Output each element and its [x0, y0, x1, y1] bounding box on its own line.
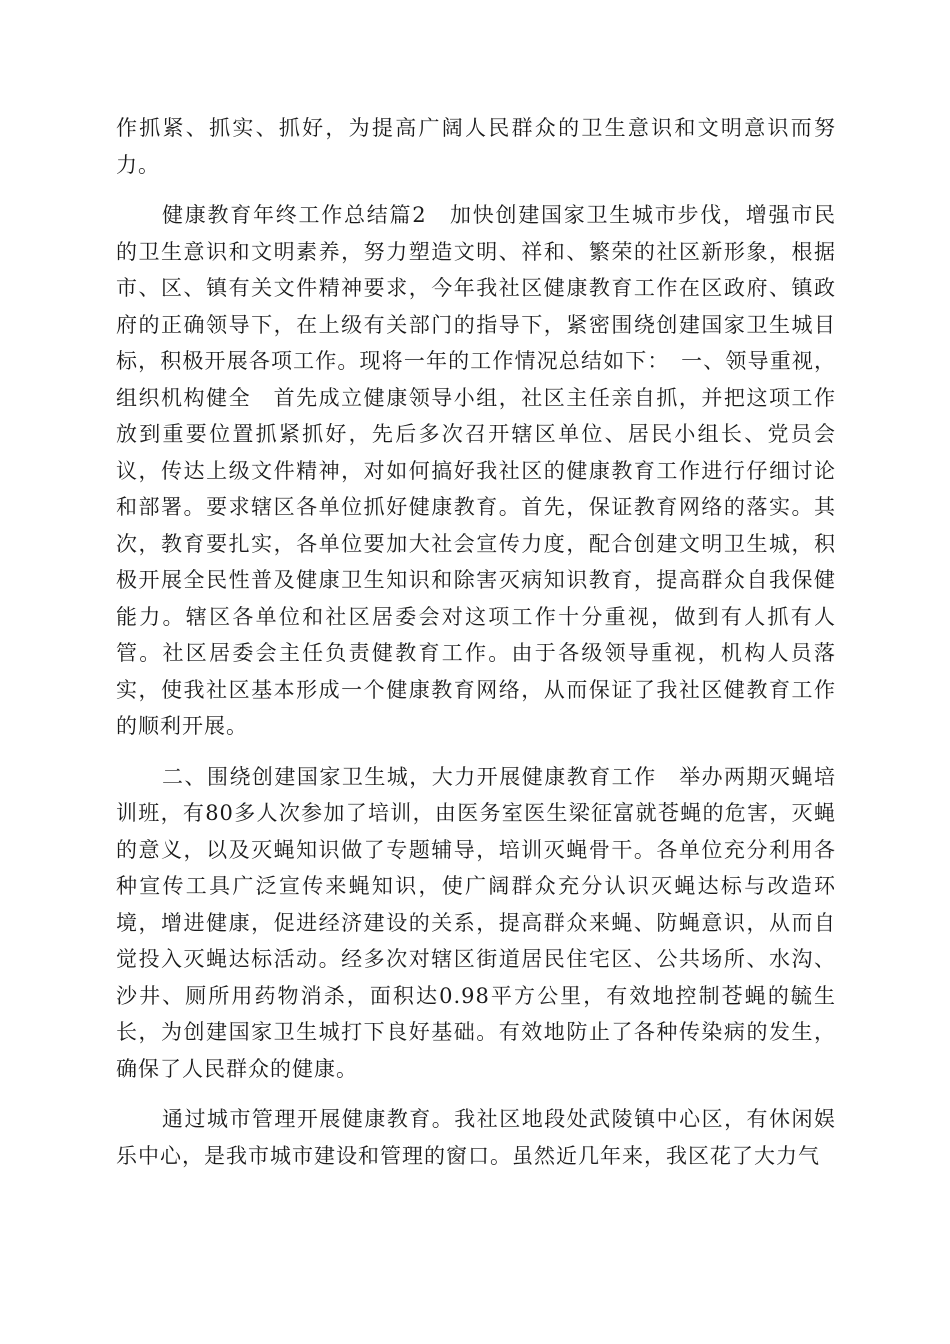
document-body — [116, 110, 836, 1174]
paragraph-section-two: 二、围绕创建国家卫生城，大力开展健康教育工作 举办两期灭蝇培训班，有80多人次参加了培训，由医务室医生梁征富就苍蝇的危害，灭蝇的意义，以及灭蝇知识做了专题辅导，培训灭蝇骨干。各单位充分利用各种宣传工具广泛宣传来蝇知识，使广阔群众充分认识灭蝇达标与改造环境，增进健康，促进经济建设的关系，提高群众来蝇、防蝇意识，从而自觉投入灭蝇达标活动。经多次对辖区街道居民住宅区、公共场所、水沟、沙井、厕所用药物消杀，面积达0.98平方公里，有效地控制苍蝇的毓生长，为创建国家卫生城打下良好基础。有效地防止了各种传染病的发生，确保了人民群众的健康。 — [116, 764, 836, 1081]
paragraph-city-management: 通过城市管理开展健康教育。我社区地段处武陵镇中心区，有休闲娱乐中心，是我市城市建设和管理的窗口。虽然近几年来，我区花了大力气 — [116, 1107, 836, 1168]
paragraph-summary-part-2: 健康教育年终工作总结篇2 加快创建国家卫生城市步伐，增强市民的卫生意识和文明素养，努力塑造文明、祥和、繁荣的社区新形象，根据市、区、镇有关文件精神要求，今年我社区健康教育工作在区政府、镇政府的正确领导下，在上级有关部门的指导下，紧密围绕创建国家卫生城目标，积极开展各项工作。现将一年的工作情况总结如下： 一、领导重视，组织机构健全 首先成立健康领导小组，社区主任亲自抓，并把这项工作放到重要位置抓紧抓好，先后多次召开辖区单位、居民小组长、党员会议，传达上级文件精神，对如何搞好我社区的健康教育工作进行仔细讨论和部署。要求辖区各单位抓好健康教育。首先，保证教育网络的落实。其次，教育要扎实，各单位要加大社会宣传力度，配合创建文明卫生城，积极开展全民性普及健康卫生知识和除害灭病知识教育，提高群众自我保健能力。辖区各单位和社区居委会对这项工作十分重视，做到有人抓有人管。社区居委会主任负责健教育工作。由于各级领导重视，机构人员落实，使我社区基本形成一个健康教育网络，从而保证了我社区健教育工作的顺利开展。 — [116, 203, 836, 738]
paragraph-continuation: 作抓紧、抓实、抓好，为提高广阔人民群众的卫生意识和文明意识而努力。 — [116, 116, 836, 177]
